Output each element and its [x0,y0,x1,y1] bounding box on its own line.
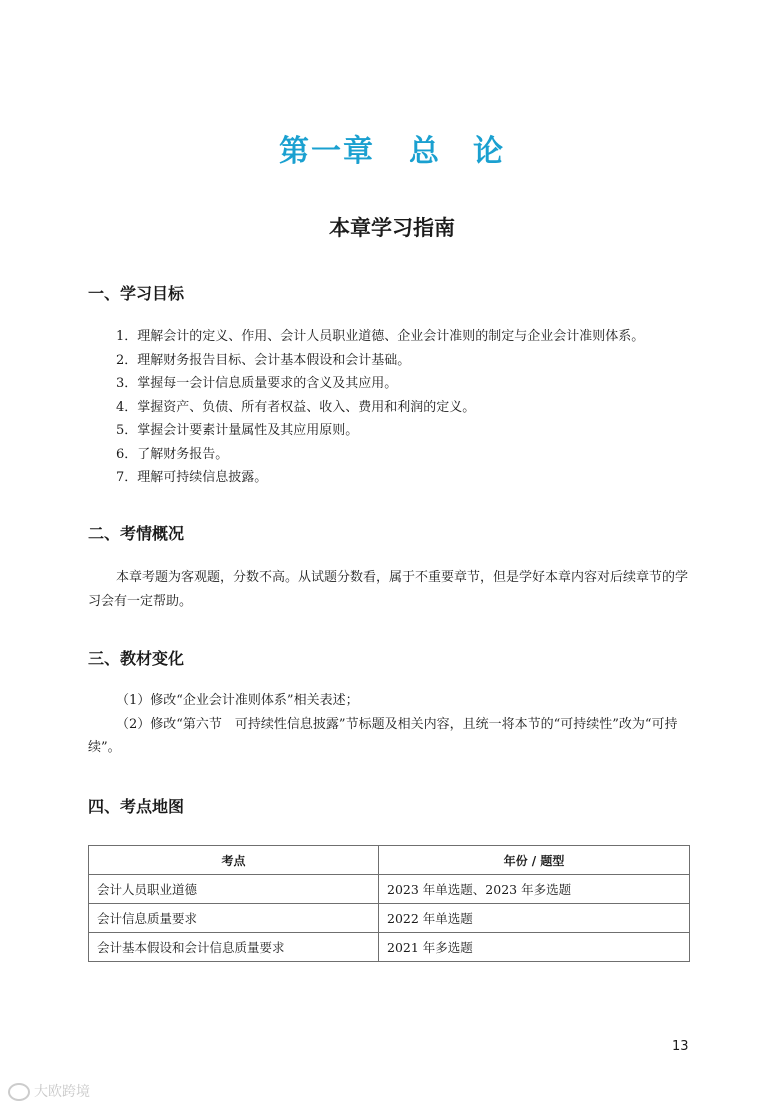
guide-title: 本章学习指南 [329,216,455,240]
watermark-logo-icon [8,1083,30,1101]
column-header-year-type: 年份 / 题型 [379,846,690,875]
table-cell: 会计信息质量要求 [89,904,379,933]
list-item: 7．理解可持续信息披露。 [116,470,268,485]
section-heading-exam-map: 四、考点地图 [88,797,185,816]
page-number: 13 [672,1039,689,1054]
section-heading-overview: 二、考情概况 [88,524,185,543]
section-heading-changes: 三、教材变化 [88,649,185,668]
table-cell: 2022 年单选题 [379,904,690,933]
list-item: 5．掌握会计要素计量属性及其应用原则。 [116,423,359,438]
list-item: 1．理解会计的定义、作用、会计人员职业道德、企业会计准则的制定与企业会计准则体系。 [116,329,645,344]
watermark [8,1081,90,1101]
table-row [89,933,690,962]
chapter-name: 总 论 [409,134,505,169]
table-cell: 2021 年多选题 [379,933,690,962]
table-header-row [89,846,690,875]
table-cell: 会计基本假设和会计信息质量要求 [89,933,379,962]
table-cell: 2023 年单选题、2023 年多选题 [379,875,690,904]
list-item: 2．理解财务报告目标、会计基本假设和会计基础。 [116,352,411,368]
table-cell: 会计人员职业道德 [89,875,379,904]
overview-text [88,566,694,613]
watermark-text: 大欧跨境 [34,1084,90,1100]
chapter-title [0,126,784,170]
list-item: 3．掌握每一会计信息质量要求的含义及其应用。 [116,376,398,391]
change-item: （2）修改“第六节 可持续性信息披露”节标题及相关内容，且统一将本节的“可持续性”改为“可持续”。 [88,716,678,755]
column-header-topic: 考点 [89,846,379,875]
change-item: （1）修改“企业会计准则体系”相关表述； [116,693,359,708]
exam-map-table [88,845,690,962]
table-row [89,904,690,933]
chapter-number: 第一章 [279,134,375,169]
list-item: 4．掌握资产、负债、所有者权益、收入、费用和利润的定义。 [116,399,476,415]
section-heading-goals: 一、学习目标 [88,284,185,303]
goals-list [88,325,694,490]
list-item: 6．了解财务报告。 [116,446,229,462]
table-row [89,875,690,904]
changes-list [88,689,694,760]
overview-paragraph: 本章考题为客观题，分数不高。从试题分数看，属于不重要章节，但是学好本章内容对后续章节的学习会有一定帮助。 [88,570,689,609]
